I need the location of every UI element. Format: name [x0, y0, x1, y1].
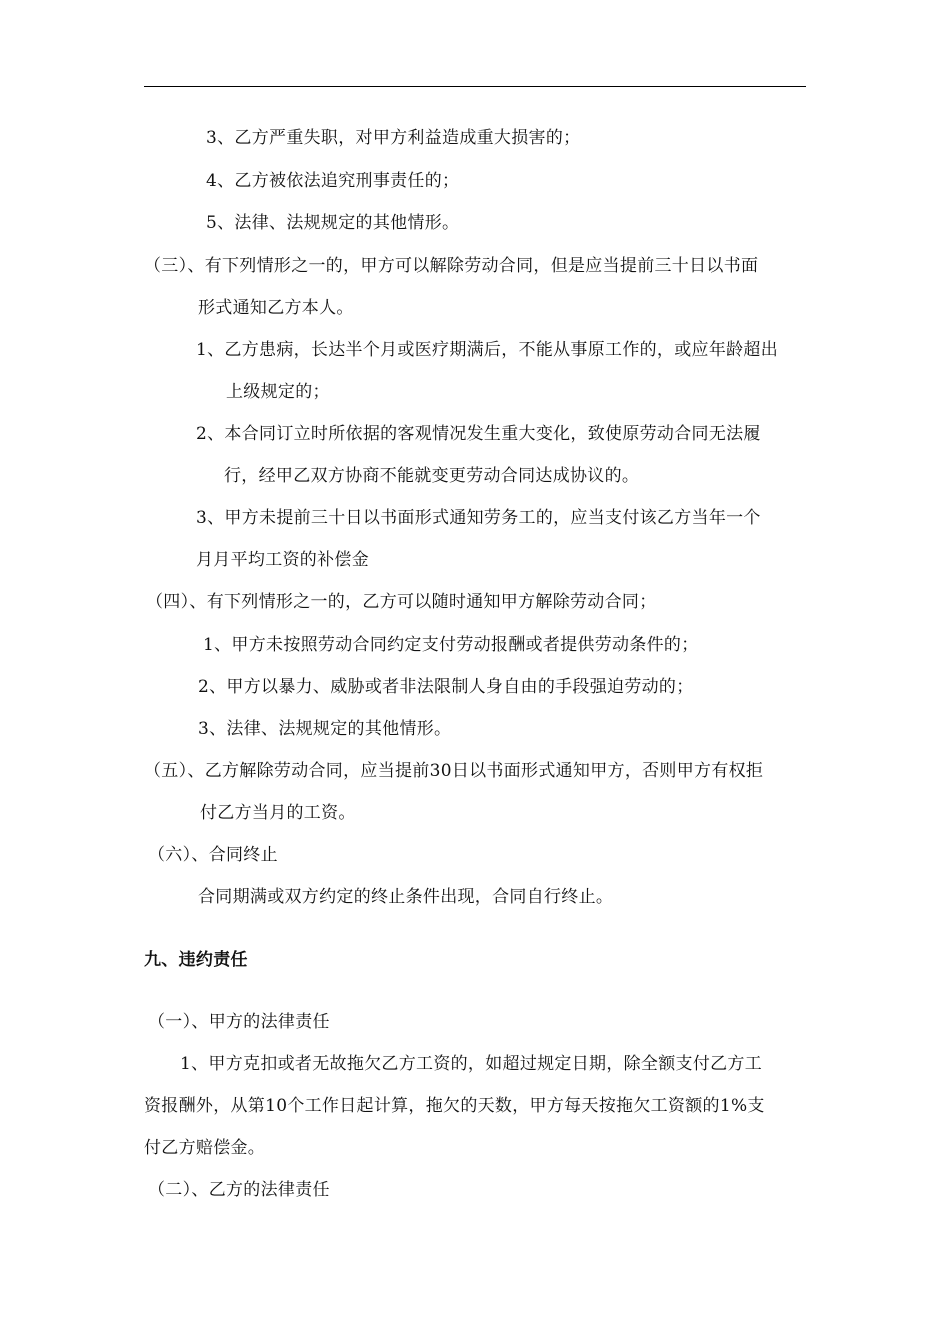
section-heading-3: （三）、有下列情形之一的，甲方可以解除劳动合同，但是应当提前三十日以书面: [144, 256, 759, 276]
section-heading-5: （五）、乙方解除劳动合同，应当提前30日以书面形式通知甲方，否则甲方有权拒: [144, 761, 764, 781]
section-heading-4: （四）、有下列情形之一的，乙方可以随时通知甲方解除劳动合同；: [146, 592, 657, 612]
clause-line: 1、乙方患病，长达半个月或医疗期满后，不能从事原工作的，或应年龄超出: [196, 340, 779, 360]
clause-line: 付乙方赔偿金。: [144, 1138, 266, 1158]
clause-line: 合同期满或双方约定的终止条件出现，合同自行终止。: [198, 887, 614, 907]
clause-line: 行，经甲乙双方协商不能就变更劳动合同达成协议的。: [224, 466, 640, 486]
clause-line: 2、甲方以暴力、威胁或者非法限制人身自由的手段强迫劳动的；: [198, 677, 694, 697]
clause-line: 3、法律、法规规定的其他情形。: [198, 719, 452, 739]
subsection-heading-1: （一）、甲方的法律责任: [148, 1012, 330, 1032]
clause-line: 5、法律、法规规定的其他情形。: [206, 213, 460, 233]
clause-line: 月月平均工资的补偿金: [196, 550, 369, 570]
clause-line: 1、甲方未按照劳动合同约定支付劳动报酬或者提供劳动条件的；: [203, 635, 699, 655]
subsection-heading-2: （二）、乙方的法律责任: [148, 1180, 330, 1200]
clause-line: 1、甲方克扣或者无故拖欠乙方工资的，如超过规定日期，除全额支付乙方工: [180, 1054, 763, 1074]
clause-line: 上级规定的；: [226, 382, 330, 402]
clause-line: 3、甲方未提前三十日以书面形式通知劳务工的，应当支付该乙方当年一个: [196, 508, 761, 528]
header-rule: [144, 86, 806, 87]
clause-line: 付乙方当月的工资。: [200, 803, 356, 823]
clause-line: 2、本合同订立时所依据的客观情况发生重大变化，致使原劳动合同无法履: [196, 424, 761, 444]
clause-line: 3、乙方严重失职，对甲方利益造成重大损害的；: [206, 128, 581, 148]
section-heading-6: （六）、合同终止: [148, 845, 278, 865]
chapter-heading: 九、违约责任: [144, 950, 248, 970]
clause-line: 4、乙方被依法追究刑事责任的；: [206, 171, 460, 191]
clause-line: 资报酬外，从第10个工作日起计算，拖欠的天数，甲方每天按拖欠工资额的1%支: [144, 1096, 765, 1116]
clause-line: 形式通知乙方本人。: [198, 298, 354, 318]
